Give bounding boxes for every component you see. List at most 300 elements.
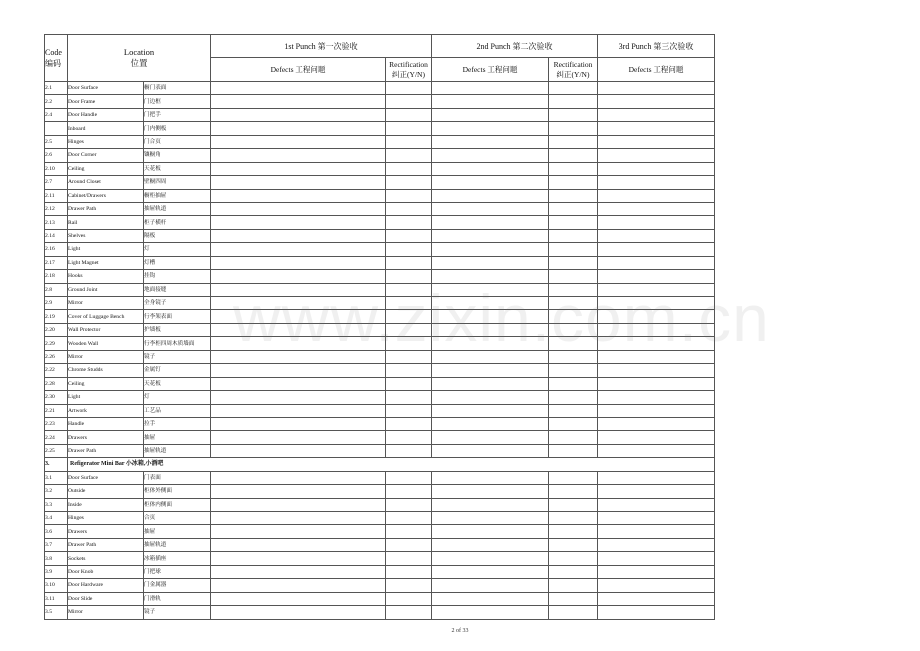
- defects2-cell[interactable]: [432, 176, 549, 189]
- rectification1-cell[interactable]: [386, 95, 432, 108]
- defects3-cell[interactable]: [598, 162, 715, 175]
- defects3-cell[interactable]: [598, 310, 715, 323]
- rectification1-cell[interactable]: [386, 552, 432, 565]
- defects3-cell[interactable]: [598, 82, 715, 95]
- defects3-cell[interactable]: [598, 108, 715, 121]
- defects1-cell[interactable]: [211, 391, 386, 404]
- table-body: [45, 82, 715, 620]
- row-location-cn: 行李柜四周木质墙面: [144, 337, 211, 350]
- defects1-cell[interactable]: [211, 350, 386, 363]
- defects2-cell[interactable]: [432, 283, 549, 296]
- defects3-cell[interactable]: [598, 202, 715, 215]
- rectification2-cell[interactable]: [549, 82, 598, 95]
- rectification2-cell[interactable]: [549, 243, 598, 256]
- row-location-en: Inside: [68, 498, 144, 511]
- defects2-cell[interactable]: [432, 498, 549, 511]
- row-code: 3.9: [45, 565, 68, 578]
- table-row: [45, 82, 715, 95]
- rectification2-cell[interactable]: [549, 498, 598, 511]
- defects2-cell[interactable]: [432, 95, 549, 108]
- defects2-cell[interactable]: [432, 606, 549, 619]
- defects2-cell[interactable]: [432, 216, 549, 229]
- row-location-en: Hooks: [68, 270, 144, 283]
- defects1-cell[interactable]: [211, 189, 386, 202]
- row-code: 2.8: [45, 283, 68, 296]
- row-location-en: Drawers: [68, 525, 144, 538]
- rectification2-cell[interactable]: [549, 149, 598, 162]
- row-location-en: Cover of Luggage Bench: [68, 310, 144, 323]
- rectification2-cell[interactable]: [549, 283, 598, 296]
- rectification1-cell[interactable]: [386, 202, 432, 215]
- rectification1-cell[interactable]: [386, 323, 432, 336]
- rectification2-cell[interactable]: [549, 512, 598, 525]
- rectification2-cell[interactable]: [549, 485, 598, 498]
- defects3-cell[interactable]: [598, 364, 715, 377]
- row-location-cn: 拉手: [144, 417, 211, 430]
- rectification1-cell[interactable]: [386, 337, 432, 350]
- code-header: [45, 35, 68, 82]
- rectification1-cell[interactable]: [386, 377, 432, 390]
- defects2-cell[interactable]: [432, 323, 549, 336]
- rectification2-cell[interactable]: [549, 377, 598, 390]
- rectification1-cell[interactable]: [386, 404, 432, 417]
- rectification1-cell[interactable]: [386, 149, 432, 162]
- defects3-cell[interactable]: [598, 283, 715, 296]
- defects3-cell[interactable]: [598, 229, 715, 242]
- defects2-cell[interactable]: [432, 512, 549, 525]
- row-code: 2.26: [45, 350, 68, 363]
- rectification2-cell[interactable]: [549, 135, 598, 148]
- rectification2-cell[interactable]: [549, 444, 598, 457]
- defects2-cell[interactable]: [432, 579, 549, 592]
- defects1-cell[interactable]: [211, 404, 386, 417]
- table-row: [45, 135, 715, 148]
- rectification1-cell[interactable]: [386, 297, 432, 310]
- table-row: [45, 243, 715, 256]
- table-row: [45, 297, 715, 310]
- rectification1-cell[interactable]: [386, 229, 432, 242]
- defects2-cell[interactable]: [432, 444, 549, 457]
- defects1-cell[interactable]: [211, 364, 386, 377]
- rectification2-cell[interactable]: [549, 216, 598, 229]
- table-row: [45, 189, 715, 202]
- rectification2-cell[interactable]: [549, 323, 598, 336]
- defects2-cell[interactable]: [432, 350, 549, 363]
- defects1-cell[interactable]: [211, 202, 386, 215]
- row-code: 2.17: [45, 256, 68, 269]
- row-location-cn: 行李架表面: [144, 310, 211, 323]
- defects3-cell[interactable]: [598, 444, 715, 457]
- defects3-cell[interactable]: [598, 485, 715, 498]
- rectification2-cell[interactable]: [549, 350, 598, 363]
- row-location-en: Artwork: [68, 404, 144, 417]
- table-row: [45, 337, 715, 350]
- defects2-cell[interactable]: [432, 538, 549, 551]
- defects1-cell[interactable]: [211, 108, 386, 121]
- defects2-cell[interactable]: [432, 552, 549, 565]
- rectification1-cell[interactable]: [386, 391, 432, 404]
- row-code: 2.13: [45, 216, 68, 229]
- rectification1-cell[interactable]: [386, 270, 432, 283]
- defects3-cell[interactable]: [598, 552, 715, 565]
- defects2-cell[interactable]: [432, 471, 549, 484]
- defects1-cell[interactable]: [211, 122, 386, 135]
- defects1-cell[interactable]: [211, 162, 386, 175]
- table-row: [45, 579, 715, 592]
- rectification2-cell[interactable]: [549, 552, 598, 565]
- table-row: [45, 606, 715, 619]
- defects2-cell[interactable]: [432, 243, 549, 256]
- rectification1-cell[interactable]: [386, 538, 432, 551]
- defects1-cell[interactable]: [211, 270, 386, 283]
- defects2-cell[interactable]: [432, 135, 549, 148]
- rectification1-cell[interactable]: [386, 243, 432, 256]
- row-location-cn: 柜体外侧面: [144, 485, 211, 498]
- defects1-cell[interactable]: [211, 377, 386, 390]
- rectification1-cell[interactable]: [386, 256, 432, 269]
- defects3-cell[interactable]: [598, 135, 715, 148]
- rectification2-cell[interactable]: [549, 122, 598, 135]
- rectification2-cell[interactable]: [549, 404, 598, 417]
- defects3-cell[interactable]: [598, 243, 715, 256]
- table-row: [45, 323, 715, 336]
- row-location-cn: 抽屉轨道: [144, 202, 211, 215]
- defects3-cell[interactable]: [598, 538, 715, 551]
- defects1-cell[interactable]: [211, 149, 386, 162]
- row-location-cn: 抽屉: [144, 431, 211, 444]
- row-code: 2.28: [45, 377, 68, 390]
- rectification1-cell[interactable]: [386, 417, 432, 430]
- table-row: [45, 498, 715, 511]
- defects2-cell[interactable]: [432, 592, 549, 605]
- defects1-cell[interactable]: [211, 216, 386, 229]
- rectification2-cell[interactable]: [549, 229, 598, 242]
- defects1-cell[interactable]: [211, 256, 386, 269]
- defects1-cell[interactable]: [211, 337, 386, 350]
- punch1-header: 1st Punch 第一次验收: [211, 35, 432, 58]
- table-row: [45, 162, 715, 175]
- defects3-cell[interactable]: [598, 176, 715, 189]
- rectification1-cell[interactable]: [386, 471, 432, 484]
- defects2-cell[interactable]: [432, 337, 549, 350]
- rectification2-cell[interactable]: [549, 538, 598, 551]
- row-location-cn: 金属钉: [144, 364, 211, 377]
- section-code: 3.: [45, 458, 68, 471]
- defects3-cell[interactable]: [598, 377, 715, 390]
- rectification1-cell[interactable]: [386, 82, 432, 95]
- rectification1-cell[interactable]: [386, 512, 432, 525]
- row-code: 2.18: [45, 270, 68, 283]
- rectification2-cell[interactable]: [549, 176, 598, 189]
- row-code: 2.24: [45, 431, 68, 444]
- rectification1-cell[interactable]: [386, 485, 432, 498]
- defects2-cell[interactable]: [432, 189, 549, 202]
- defects2-cell[interactable]: [432, 377, 549, 390]
- defects3-cell[interactable]: [598, 337, 715, 350]
- table-row: [45, 592, 715, 605]
- rectification1-en: Rectification: [389, 59, 428, 69]
- defects3-cell[interactable]: [598, 417, 715, 430]
- defects1-cell[interactable]: [211, 176, 386, 189]
- rectification1-cell[interactable]: [386, 565, 432, 578]
- defects1-cell[interactable]: [211, 592, 386, 605]
- defects3-cell[interactable]: [598, 431, 715, 444]
- defects2-cell[interactable]: [432, 122, 549, 135]
- row-code: 2.10: [45, 162, 68, 175]
- rectification1-cell[interactable]: [386, 283, 432, 296]
- row-code: 3.4: [45, 512, 68, 525]
- row-location-en: Cabinet/Drawers: [68, 189, 144, 202]
- rectification1-cell[interactable]: [386, 108, 432, 121]
- defects3-cell[interactable]: [598, 606, 715, 619]
- location-header: [68, 35, 211, 82]
- rectification2-cell[interactable]: [549, 202, 598, 215]
- rectification1-cell[interactable]: [386, 592, 432, 605]
- row-location-en: Door Slide: [68, 592, 144, 605]
- rectification2-cell[interactable]: [549, 391, 598, 404]
- defects3-cell[interactable]: [598, 270, 715, 283]
- defects1-cell[interactable]: [211, 135, 386, 148]
- defects2-cell[interactable]: [432, 525, 549, 538]
- defects2-cell[interactable]: [432, 202, 549, 215]
- rectification1-cell[interactable]: [386, 135, 432, 148]
- defects2-cell[interactable]: [432, 162, 549, 175]
- row-code: 2.11: [45, 189, 68, 202]
- rectification1-cell[interactable]: [386, 431, 432, 444]
- row-location-en: Light: [68, 243, 144, 256]
- row-location-en: Door Knob: [68, 565, 144, 578]
- defects3-cell[interactable]: [598, 149, 715, 162]
- location-header-en: Location: [123, 47, 155, 57]
- row-location-cn: 隔板: [144, 229, 211, 242]
- row-location-cn: 灯: [144, 391, 211, 404]
- defects3-cell[interactable]: [598, 122, 715, 135]
- row-location-cn: 天花板: [144, 162, 211, 175]
- defects1-cell[interactable]: [211, 82, 386, 95]
- defects3-cell[interactable]: [598, 579, 715, 592]
- defects1-cell[interactable]: [211, 606, 386, 619]
- row-location-cn: 护墙板: [144, 323, 211, 336]
- row-location-en: Drawer Path: [68, 202, 144, 215]
- row-location-cn: 柜子横杆: [144, 216, 211, 229]
- table-row: [45, 229, 715, 242]
- rectification2-cell[interactable]: [549, 417, 598, 430]
- row-location-cn: 门表面: [144, 471, 211, 484]
- watermark: www.zixin.com.cn: [233, 281, 770, 355]
- row-code: 3.6: [45, 525, 68, 538]
- row-location-cn: 门滑轨: [144, 592, 211, 605]
- defects1-cell[interactable]: [211, 471, 386, 484]
- rectification2-cell[interactable]: [549, 592, 598, 605]
- row-code: 2.5: [45, 135, 68, 148]
- table-row: [45, 471, 715, 484]
- defects1-cell[interactable]: [211, 417, 386, 430]
- row-location-cn: 冰箱插座: [144, 552, 211, 565]
- defects2-cell[interactable]: [432, 485, 549, 498]
- defects2-cell[interactable]: [432, 270, 549, 283]
- defects1-cell[interactable]: [211, 444, 386, 457]
- defects3-cell[interactable]: [598, 592, 715, 605]
- row-code: 3.10: [45, 579, 68, 592]
- defects3-cell[interactable]: [598, 391, 715, 404]
- defects2-cell[interactable]: [432, 565, 549, 578]
- row-location-cn: 门把球: [144, 565, 211, 578]
- row-location-cn: 门合页: [144, 135, 211, 148]
- defects3-cell[interactable]: [598, 256, 715, 269]
- rectification2-cell[interactable]: [549, 579, 598, 592]
- table-row: [45, 350, 715, 363]
- defects3-cell[interactable]: [598, 323, 715, 336]
- rectification2-cell[interactable]: [549, 310, 598, 323]
- section-title: Refigerator Mini Bar 小冰箱,小酒吧: [68, 458, 715, 471]
- rectification2-cell[interactable]: [549, 606, 598, 619]
- row-location-en: Door Handle: [68, 108, 144, 121]
- row-location-en: Door Surface: [68, 82, 144, 95]
- row-location-en: Light: [68, 391, 144, 404]
- rectification1-cell[interactable]: [386, 122, 432, 135]
- rectification1-cell[interactable]: [386, 444, 432, 457]
- row-location-en: Outside: [68, 485, 144, 498]
- rectification2-cell[interactable]: [549, 162, 598, 175]
- row-location-en: Drawers: [68, 431, 144, 444]
- row-code: 2.29: [45, 337, 68, 350]
- defects3-cell[interactable]: [598, 189, 715, 202]
- table-row: [45, 444, 715, 457]
- row-location-en: Drawer Path: [68, 538, 144, 551]
- defects1-cell[interactable]: [211, 552, 386, 565]
- defects3-cell[interactable]: [598, 565, 715, 578]
- rectification2-cell[interactable]: [549, 525, 598, 538]
- rectification2-cell[interactable]: [549, 364, 598, 377]
- defects3-cell[interactable]: [598, 216, 715, 229]
- table-row: [45, 404, 715, 417]
- rectification1-cell[interactable]: [386, 162, 432, 175]
- rectification2-cell[interactable]: [549, 189, 598, 202]
- row-location-cn: 挂钩: [144, 270, 211, 283]
- rectification2-en: Rectification: [553, 59, 593, 69]
- row-location-cn: 门内侧板: [144, 122, 211, 135]
- rectification2-cell[interactable]: [549, 431, 598, 444]
- defects1-cell[interactable]: [211, 243, 386, 256]
- defects2-cell[interactable]: [432, 417, 549, 430]
- defects2-cell[interactable]: [432, 310, 549, 323]
- row-location-cn: 镶橱角: [144, 149, 211, 162]
- row-code: 2.4: [45, 108, 68, 121]
- defects1-cell[interactable]: [211, 323, 386, 336]
- row-location-cn: 橱柜抽屉: [144, 189, 211, 202]
- defects1-cell[interactable]: [211, 297, 386, 310]
- row-code: 2.12: [45, 202, 68, 215]
- defects3-cell[interactable]: [598, 404, 715, 417]
- defects1-cell[interactable]: [211, 431, 386, 444]
- rectification2-cell[interactable]: [549, 256, 598, 269]
- defects1-cell[interactable]: [211, 485, 386, 498]
- table-row: [45, 391, 715, 404]
- row-location-cn: 壁橱四周: [144, 176, 211, 189]
- rectification1-cell[interactable]: [386, 216, 432, 229]
- table-row: [45, 108, 715, 121]
- row-location-cn: 合页: [144, 512, 211, 525]
- rectification1-cell[interactable]: [386, 350, 432, 363]
- defects2-cell[interactable]: [432, 149, 549, 162]
- rectification2-cell[interactable]: [549, 95, 598, 108]
- row-location-cn: 橱门表面: [144, 82, 211, 95]
- row-code: 2.9: [45, 297, 68, 310]
- row-location-cn: 抽屉轨道: [144, 538, 211, 551]
- defects2-cell[interactable]: [432, 297, 549, 310]
- defects3-cell[interactable]: [598, 525, 715, 538]
- rectification2-cell[interactable]: [549, 297, 598, 310]
- rectification2-header: [549, 58, 598, 82]
- rectification1-cell[interactable]: [386, 579, 432, 592]
- defects1-cell[interactable]: [211, 498, 386, 511]
- defects2-cell[interactable]: [432, 364, 549, 377]
- defects2-cell[interactable]: [432, 431, 549, 444]
- rectification1-cell[interactable]: [386, 310, 432, 323]
- defects1-cell[interactable]: [211, 95, 386, 108]
- defects3-cell[interactable]: [598, 297, 715, 310]
- defects1-cell[interactable]: [211, 310, 386, 323]
- defects2-cell[interactable]: [432, 256, 549, 269]
- row-location-cn: 门边框: [144, 95, 211, 108]
- defects3-cell[interactable]: [598, 350, 715, 363]
- table-row: [45, 310, 715, 323]
- row-location-en: Hinges: [68, 135, 144, 148]
- defects2-cell[interactable]: [432, 82, 549, 95]
- defects3-cell[interactable]: [598, 512, 715, 525]
- table-row: [45, 377, 715, 390]
- row-location-cn: 灯槽: [144, 256, 211, 269]
- row-location-cn: 抽屉轨道: [144, 444, 211, 457]
- rectification2-cell[interactable]: [549, 270, 598, 283]
- defects1-cell[interactable]: [211, 538, 386, 551]
- defects3-cell[interactable]: [598, 471, 715, 484]
- rectification1-cell[interactable]: [386, 606, 432, 619]
- defects2-cell[interactable]: [432, 404, 549, 417]
- table-row: [45, 538, 715, 551]
- rectification1-cell[interactable]: [386, 364, 432, 377]
- rectification1-cell[interactable]: [386, 498, 432, 511]
- row-code: 2.7: [45, 176, 68, 189]
- rectification2-cell[interactable]: [549, 565, 598, 578]
- defects2-cell[interactable]: [432, 391, 549, 404]
- defects3-cell[interactable]: [598, 95, 715, 108]
- row-code: 3.7: [45, 538, 68, 551]
- row-location-en: Door Frame: [68, 95, 144, 108]
- rectification1-cell[interactable]: [386, 176, 432, 189]
- defects1-cell[interactable]: [211, 283, 386, 296]
- table-row: [45, 270, 715, 283]
- row-code: 3.5: [45, 606, 68, 619]
- defects2-cell[interactable]: [432, 229, 549, 242]
- rectification1-cell[interactable]: [386, 525, 432, 538]
- defects1-cell[interactable]: [211, 229, 386, 242]
- row-location-cn: 门金属器: [144, 579, 211, 592]
- defects2-cell[interactable]: [432, 108, 549, 121]
- rectification2-cn: 纠正(Y/N): [556, 69, 590, 79]
- defects1-cell[interactable]: [211, 525, 386, 538]
- defects3-cell[interactable]: [598, 498, 715, 511]
- rectification2-cell[interactable]: [549, 108, 598, 121]
- defects1-cell[interactable]: [211, 579, 386, 592]
- defects1-cell[interactable]: [211, 565, 386, 578]
- row-code: 2.19: [45, 310, 68, 323]
- rectification2-cell[interactable]: [549, 337, 598, 350]
- table-row: [45, 176, 715, 189]
- defects1-cell[interactable]: [211, 512, 386, 525]
- rectification1-cell[interactable]: [386, 189, 432, 202]
- rectification2-cell[interactable]: [549, 471, 598, 484]
